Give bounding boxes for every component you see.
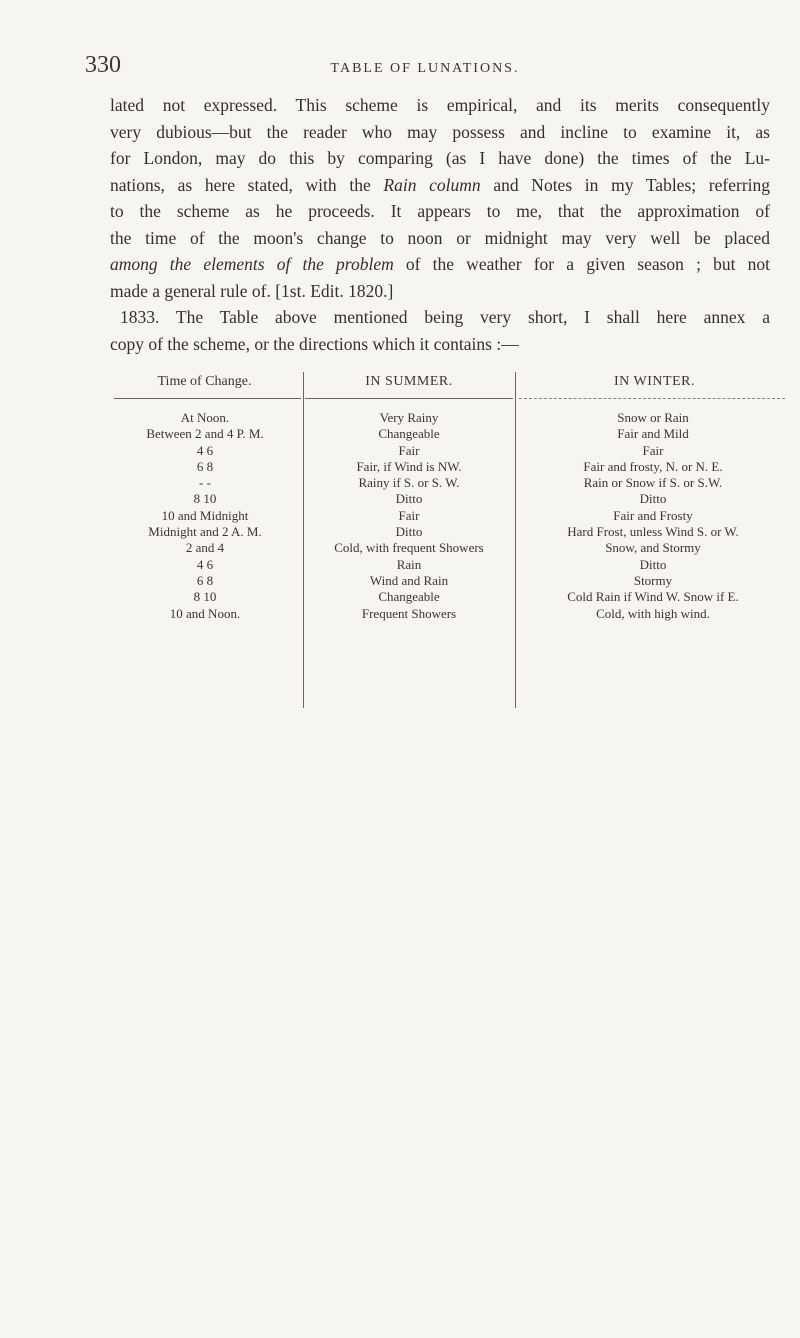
cell-time: 10 and Noon. (169, 605, 241, 621)
cell-time: 2 and 4 (185, 540, 225, 556)
cell-time: Midnight and 2 A. M. (148, 524, 262, 540)
table-row (107, 589, 787, 605)
cell-summer: Ditto (395, 491, 423, 507)
header-in-winter: IN WINTER. (614, 374, 695, 389)
cell-summer: Rain (396, 556, 422, 572)
table-row (107, 491, 787, 507)
cell-summer: Ditto (395, 524, 423, 540)
cell-summer: Very Rainy (379, 410, 439, 425)
cell-time: 6 8 (196, 572, 214, 588)
running-title: TABLE OF LUNATIONS. (330, 61, 520, 76)
cell-winter: Rain or Snow if S. or S.W. (583, 475, 723, 491)
text-line: the time of the moon's change to noon or midnight may very well be placed (110, 227, 770, 248)
cell-winter: Stormy (633, 572, 673, 588)
cell-summer: Changeable (378, 426, 440, 442)
cell-time: 10 and Midnight (161, 507, 249, 523)
table-row (107, 540, 787, 556)
text-line: nations, as here stated, with the Rain column and Notes in my Tables; referring (110, 174, 771, 195)
text-line: lated not expressed. This scheme is empirical, and its merits consequently (110, 95, 770, 115)
cell-time: - - (199, 475, 211, 491)
cell-winter: Cold Rain if Wind W. Snow if E. (567, 589, 739, 605)
text-line: for London, may do this by comparing (as I have done) the times of the Lu- (110, 148, 770, 168)
table-body (107, 410, 787, 622)
text-line: very dubious—but the reader who may possess and incline to examine it, as (110, 121, 770, 142)
cell-time: Between 2 and 4 P. M. (146, 426, 264, 442)
header-rule (114, 398, 301, 399)
cell-time: 4 6 (196, 556, 214, 572)
table-row (107, 410, 787, 426)
page-number: 330 (85, 52, 121, 78)
lunation-table (107, 368, 787, 622)
cell-time: At Noon. (180, 410, 230, 425)
table-row (107, 557, 787, 573)
cell-summer: Cold, with frequent Showers (334, 540, 484, 556)
cell-winter: Ditto (639, 556, 667, 572)
page-header (85, 52, 765, 92)
cell-summer: Fair (398, 507, 420, 523)
header-rule (519, 398, 785, 399)
cell-time: 8 10 (193, 491, 217, 507)
table-row (107, 573, 787, 589)
cell-winter: Fair and frosty, N. or N. E. (583, 458, 723, 474)
cell-time: 4 6 (196, 442, 214, 458)
text-line: to the scheme as he proceeds. It appears to me, that the approximation of (110, 201, 770, 221)
text-line: 1833. The Table above mentioned being very short, I shall here annex a (120, 307, 770, 327)
table-row (107, 606, 787, 622)
table-row (107, 508, 787, 524)
cell-summer: Frequent Showers (361, 605, 457, 621)
cell-winter: Snow or Rain (617, 410, 689, 425)
cell-summer: Fair, if Wind is NW. (356, 458, 462, 474)
cell-winter: Hard Frost, unless Wind S. or W. (567, 524, 739, 540)
cell-summer: Rainy if S. or S. W. (358, 475, 460, 491)
text-line: among the elements of the problem of the weather for a given season ; but not (110, 254, 770, 274)
table-row (107, 459, 787, 475)
cell-summer: Fair (398, 442, 420, 458)
cell-time: 6 8 (196, 458, 214, 474)
text-line: copy of the scheme, or the directions which it contains :— (110, 333, 519, 354)
table-row (107, 443, 787, 459)
table-row (107, 475, 787, 491)
italic-phrase: Rain column (383, 174, 481, 195)
table-row (107, 524, 787, 540)
cell-time: 8 10 (193, 589, 217, 605)
body-paragraph (110, 92, 770, 357)
table-row (107, 426, 787, 442)
cell-summer: Changeable (378, 589, 440, 605)
italic-phrase: among the elements of the problem (110, 254, 394, 274)
cell-winter: Fair and Frosty (613, 507, 693, 523)
table-header (107, 368, 787, 400)
cell-winter: Fair and Mild (617, 426, 689, 442)
header-rule (305, 398, 513, 399)
cell-summer: Wind and Rain (369, 572, 449, 588)
text-line: made a general rule of. [1st. Edit. 1820.] (110, 280, 394, 301)
cell-winter: Fair (642, 442, 664, 458)
cell-winter: Ditto (639, 491, 667, 507)
header-in-summer: IN SUMMER. (365, 374, 453, 389)
header-time-of-change: Time of Change. (157, 374, 252, 389)
cell-winter: Snow, and Stormy (605, 540, 701, 556)
cell-winter: Cold, with high wind. (596, 605, 710, 621)
